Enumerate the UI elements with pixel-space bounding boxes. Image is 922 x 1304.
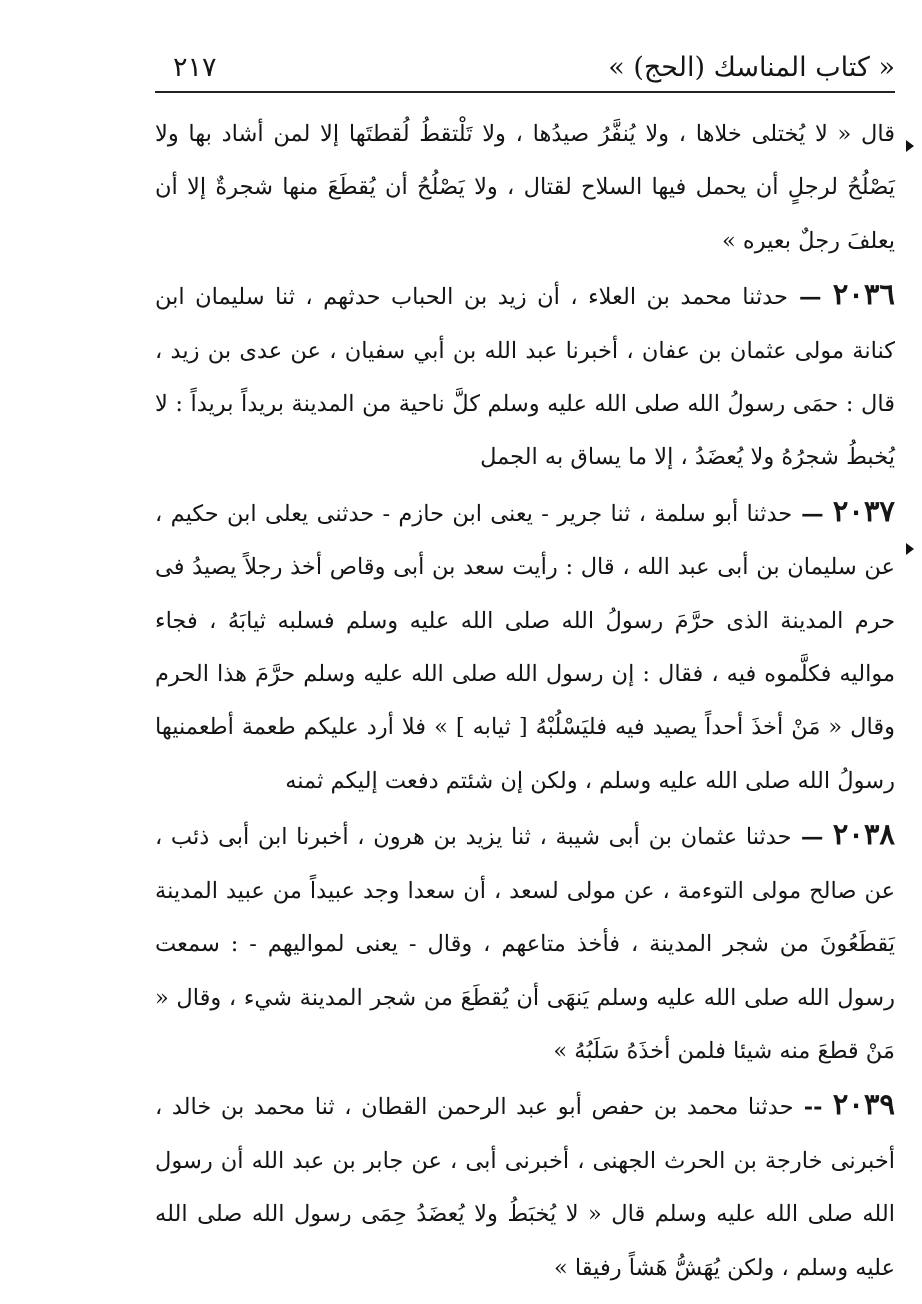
hadith-dash: —	[791, 824, 833, 851]
paragraph-text: حدثنا محمد بن العلاء ، أن زيد بن الحباب حدثهم ، ثنا سليمان ابن كنانة مولى عثمان بن عفان ، أخبرنا عبد الله بن أبي سفيان ، عن عدى بن زيد ، قال : حمَى رسولُ الله صلى الله عليه وسلم كلَّ ناحية من المدينة بريداً بريداً : لا يُخبطُ شجرُهُ ولا يُعضَدُ ، إلا ما يساق به الجمل	[155, 284, 895, 471]
hadith-dash: --	[793, 1094, 833, 1121]
paragraph-text: قال « لا يُختلى خلاها ، ولا يُنفَّرُ صيدُها ، ولا تَلْتقطُ لُقطتَها إلا لمن أشاد بها ولا يَصْلُحُ لرجلٍ أن يحمل فيها السلاح لقتال ، ولا يَصْلُحُ أن يُقطَعَ منها شجرةٌ إلا أن يعلفَ رجلٌ بعيره »	[155, 121, 895, 254]
hadith-number: ٢٠٣٦	[832, 277, 895, 312]
hadith-text-block	[155, 108, 895, 1295]
paragraph-text: حدثنا أبو سلمة ، ثنا جرير - يعنى ابن حازم - حدثنى يعلى ابن حكيم ، عن سليمان بن أبى عبد الله ، قال : رأيت سعد بن أبى وقاص أخذ رجلاً يصيدُ فى حرم المدينة الذى حرَّمَ رسولُ الله صلى الله عليه وسلم فسلبه ثيابَهُ ، فجاء مواليه فكلَّموه فيه ، فقال : إن رسول الله صلى الله عليه وسلم حرَّمَ هذا الحرم وقال « مَنْ أخذَ أحداً يصيد فيه فليَسْلُبْهُ [ ثيابه ] » فلا أرد عليكم طعمة أطعمنيها رسولُ الله صلى الله عليه وسلم ، ولكن إن شئتم دفعت إليكم ثمنه	[155, 500, 895, 794]
hadith-number: ٢٠٣٧	[832, 493, 896, 528]
page-number: ٢١٧	[173, 51, 217, 83]
chapter-title: « كتاب المناسك (الحج) »	[608, 51, 895, 83]
hadith-dash: —	[792, 500, 833, 527]
margin-mark-icon	[906, 140, 914, 152]
hadith-2037	[155, 485, 895, 808]
header-rule	[155, 91, 895, 93]
hadith-2036	[155, 268, 895, 485]
hadith-2038	[155, 808, 895, 1078]
hadith-number: ٢٠٣٩	[832, 1087, 895, 1122]
margin-mark-icon	[906, 543, 914, 555]
hadith-2039	[155, 1078, 895, 1295]
paragraph-continuation	[155, 108, 895, 268]
paragraph-text: حدثنا عثمان بن أبى شيبة ، ثنا يزيد بن هرون ، أخبرنا ابن أبى ذئب ، عن صالح مولى التوءمة ، عن مولى لسعد ، أن سعدا وجد عبيداً من عبيد المدينة يَقطَعُونَ من شجر المدينة ، فأخذ متاعهم ، وقال - يعنى لمواليهم - : سمعت رسول الله صلى الله عليه وسلم يَنهَى أن يُقطَعَ من شجر المدينة شيء ، وقال « مَنْ قطعَ منه شيئا فلمن أخذَهُ سَلَبُهُ »	[155, 824, 895, 1064]
page-header	[155, 44, 895, 90]
paragraph-text: حدثنا محمد بن حفص أبو عبد الرحمن القطان ، ثنا محمد بن خالد ، أخبرنى خارجة بن الحرث الجهنى ، أخبرنى أبى ، عن جابر بن عبد الله أن رسول الله صلى الله عليه وسلم قال « لا يُخبَطُ ولا يُعضَدُ حِمَى رسول الله صلى الله عليه وسلم ، ولكن يُهَشُّ هَشاً رفيقا »	[155, 1094, 895, 1281]
hadith-dash: —	[787, 284, 833, 311]
hadith-number: ٢٠٣٨	[832, 817, 895, 852]
